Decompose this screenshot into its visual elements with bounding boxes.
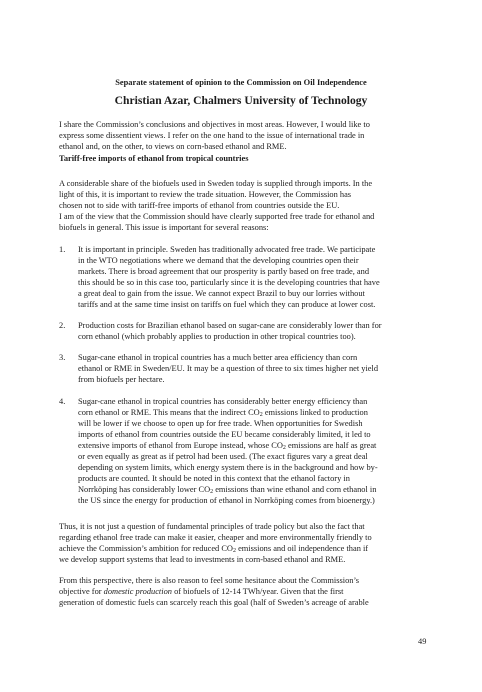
text-line: generation of domestic fuels can scarcely reach this goal (half of Sweden’s acreage of arable xyxy=(59,598,369,607)
document-title: Separate statement of opinion to the Commission on Oil Independence xyxy=(115,78,367,87)
text-line: in the WTO negotiations where we demand that the developing countries open their xyxy=(78,256,359,265)
text-line: imports of ethanol from countries outside the EU became considerably limited, it led to xyxy=(78,430,371,439)
text-line: chosen not to side with tariff-free imports of ethanol from countries outside the EU. xyxy=(59,201,340,210)
intro-paragraph xyxy=(59,119,431,152)
text-line: From this perspective, there is also reason to feel some hesitance about the Commission’s xyxy=(59,576,360,585)
text-line: objective for domestic production of biofuels of 12-14 TWh/year. Given that the first xyxy=(59,587,344,596)
text-line: corn ethanol (which probably applies to production in other tropical countries too). xyxy=(78,332,356,341)
reason-number: 3. xyxy=(59,353,66,362)
text-line: ethanol and, on the other, to views on corn-based ethanol and RME. xyxy=(59,142,287,151)
text-line: Norrköping has considerably lower $CO_2$ emissions than wine ethanol and corn ethanol in xyxy=(78,485,377,495)
text-line: Sugar-cane ethanol in tropical countries has considerably better energy efficiency than xyxy=(78,397,368,406)
text-line: or even equally as great as if petrol had been used. (The exact figures vary a great deal xyxy=(78,452,368,461)
conclusion-paragraph xyxy=(59,521,431,565)
text-line: this should be so in this case too, particularly since it is the developing countries that have xyxy=(78,278,380,287)
text-line: biofuels in general. This issue is important for several reasons: xyxy=(59,223,269,232)
text-line: depending on system limits, which energy system there is in the background and how by- xyxy=(78,463,378,472)
reason-number: 4. xyxy=(59,397,66,406)
text-line: a great deal to gain from the issue. We cannot expect Brazil to buy our lorries without xyxy=(78,289,365,298)
text-line: we develop support systems that lead to investments in corn-based ethanol and RME. xyxy=(59,555,346,564)
reason-number: 1. xyxy=(59,245,66,254)
text-line: from biofuels per hectare. xyxy=(78,375,165,384)
text-line: products are counted. It should be noted in this context that the ethanol factory in xyxy=(78,474,350,483)
perspective-paragraph xyxy=(59,575,431,608)
text-line: will be lower if we choose to open up for free trade. When opportunities for Swedish xyxy=(78,419,363,428)
text-line: light of this, it is important to review the trade situation. However, the Commission has xyxy=(59,190,352,199)
page-number: 49 xyxy=(418,637,427,646)
text-line: ethanol or RME in Sweden/EU. It may be a question of three to six times higher net yield xyxy=(78,364,379,373)
text-line: Production costs for Brazilian ethanol based on sugar-cane are considerably lower than for xyxy=(78,321,382,330)
text-line: Thus, it is not just a question of fundamental principles of trade policy but also the fact that xyxy=(59,522,365,531)
reason-number: 2. xyxy=(59,321,66,330)
section-title: Tariff-free imports of ethanol from tropical countries xyxy=(59,154,249,163)
reason-text xyxy=(78,320,438,342)
reason-text xyxy=(78,244,438,310)
text-line: I am of the view that the Commission should have clearly supported free trade for ethanol and xyxy=(59,212,375,221)
text-line: I share the Commission’s conclusions and objectives in most areas. However, I would like to xyxy=(59,120,370,129)
text-line: express some dissentient views. I refer on the one hand to the issue of international trade in xyxy=(59,131,365,140)
text-line: achieve the Commission’s ambition for reduced $CO_2$ emissions and oil independence than if xyxy=(59,544,369,554)
reason-text xyxy=(78,352,438,385)
text-line: extensive imports of ethanol from Europe instead, whose $CO_2$ emissions are half as great xyxy=(78,441,377,451)
text-line: It is important in principle. Sweden has traditionally advocated free trade. We participate xyxy=(78,245,376,254)
reason-text xyxy=(78,396,438,506)
text-line: A considerable share of the biofuels used in Sweden today is supplied through imports. In the xyxy=(59,179,373,188)
section-intro-paragraph xyxy=(59,178,431,233)
text-line: markets. There is broad agreement that our prosperity is partly based on free trade, and xyxy=(78,267,370,276)
text-line: Sugar-cane ethanol in tropical countries has a much better area efficiency than corn xyxy=(78,353,358,362)
author-line: Christian Azar, Chalmers University of Technology xyxy=(114,94,368,107)
text-line: the US since the energy for production of ethanol in Norrköping comes from bioenergy.) xyxy=(78,496,375,505)
text-line: regarding ethanol free trade can make it easier, cheaper and more environmentally friendly to xyxy=(59,533,372,542)
text-line: corn ethanol or RME. This means that the indirect $CO_2$ emissions linked to production xyxy=(78,408,368,418)
text-line: tariffs and at the same time insist on tariffs on fuel which they can produce at lower cost. xyxy=(78,300,376,309)
